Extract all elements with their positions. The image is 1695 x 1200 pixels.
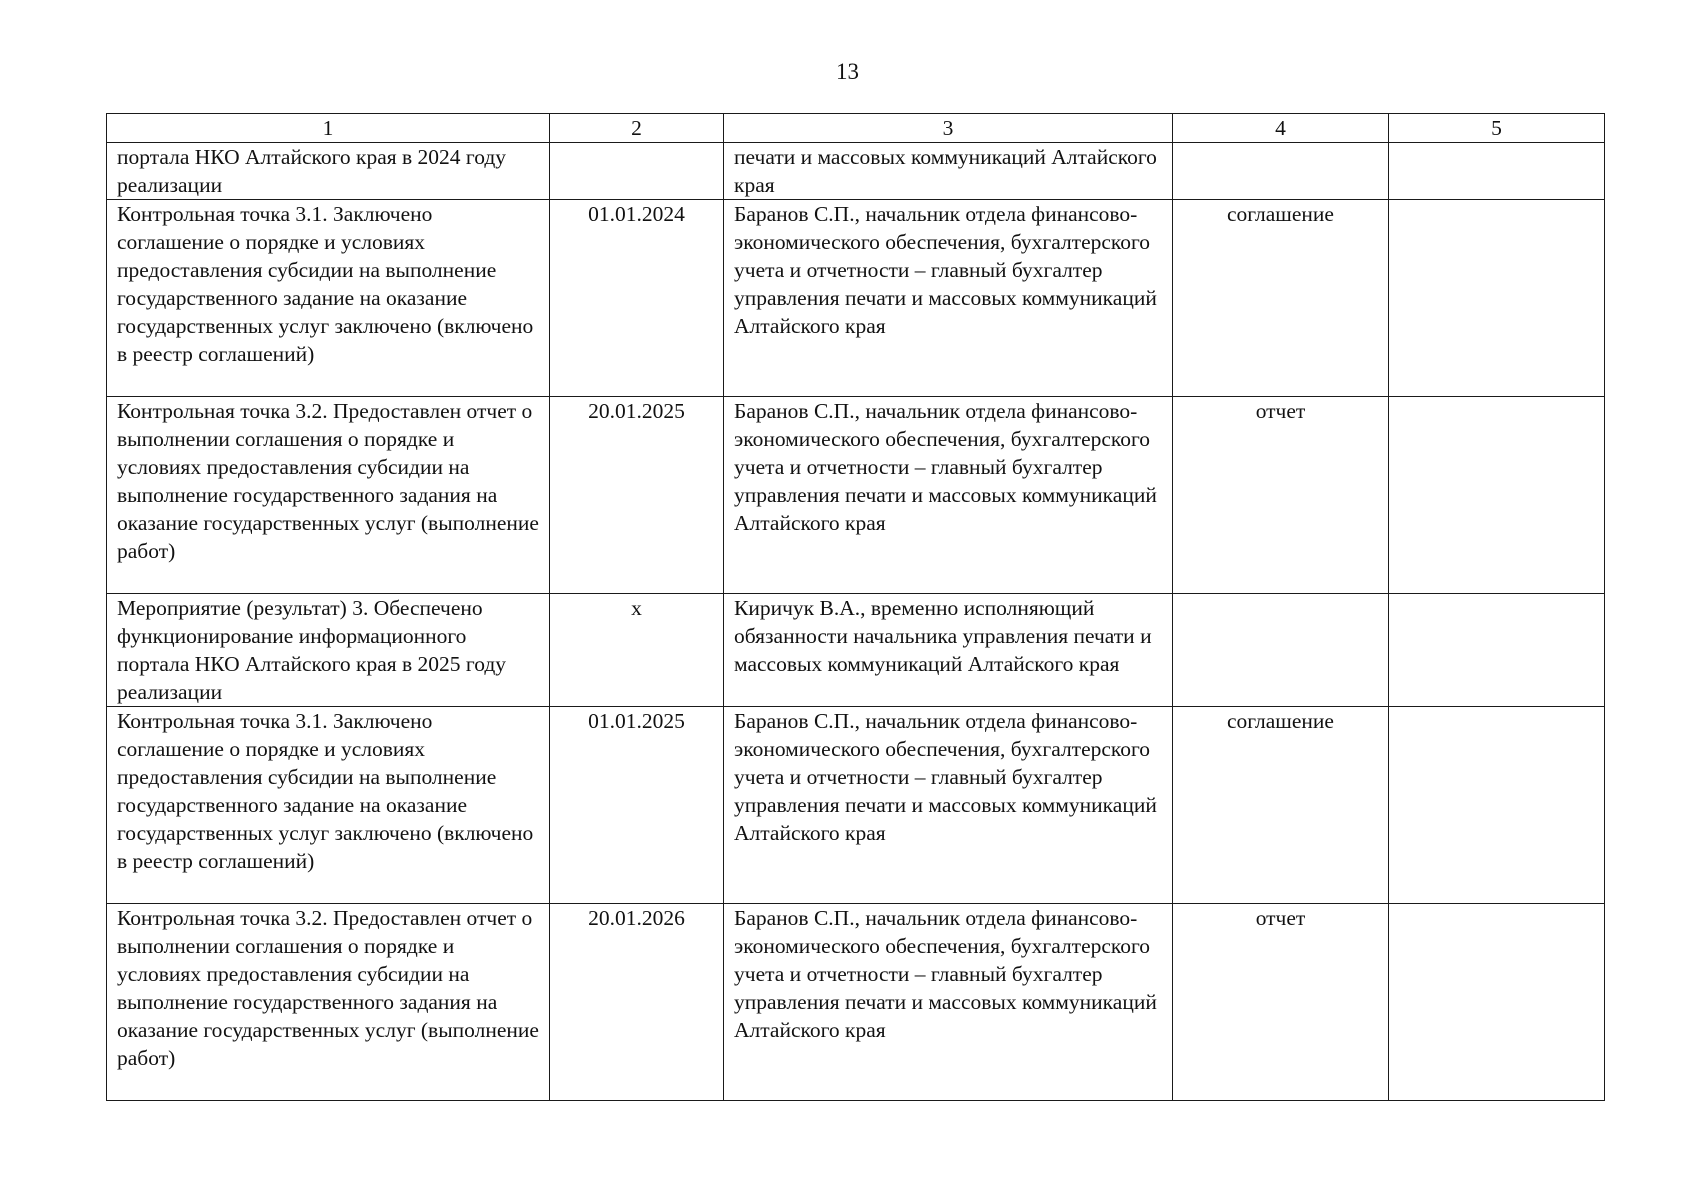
cell-document-type <box>1173 594 1389 707</box>
cell-event-name: Мероприятие (результат) 3. Обеспечено функционирование информационного портала НКО Алтайского края в 2025 году реализации <box>107 594 550 707</box>
cell-column-5 <box>1389 594 1605 707</box>
cell-event-name: портала НКО Алтайского края в 2024 году реализации <box>107 143 550 200</box>
column-header-1: 1 <box>107 114 550 143</box>
table-row <box>107 904 1605 1101</box>
table-row <box>107 707 1605 904</box>
cell-date: х <box>550 594 724 707</box>
table-row <box>107 594 1605 707</box>
cell-responsible: печати и массовых коммуникаций Алтайского края <box>724 143 1173 200</box>
page-number: 13 <box>836 59 859 84</box>
cell-document-type: соглашение <box>1173 200 1389 397</box>
cell-responsible: Баранов С.П., начальник отдела финансово-экономического обеспечения, бухгалтерского учета и отчетности – главный бухгалтер управления печати и массовых коммуникаций Алтайского края <box>724 904 1173 1101</box>
column-header-5: 5 <box>1389 114 1605 143</box>
cell-document-type: соглашение <box>1173 707 1389 904</box>
cell-column-5 <box>1389 200 1605 397</box>
table-row <box>107 200 1605 397</box>
cell-responsible: Баранов С.П., начальник отдела финансово-экономического обеспечения, бухгалтерского учета и отчетности – главный бухгалтер управления печати и массовых коммуникаций Алтайского края <box>724 397 1173 594</box>
column-header-3: 3 <box>724 114 1173 143</box>
cell-date: 01.01.2024 <box>550 200 724 397</box>
column-header-2: 2 <box>550 114 724 143</box>
cell-event-name: Контрольная точка 3.2. Предоставлен отчет о выполнении соглашения о порядке и условиях предоставления субсидии на выполнение государственного задания на оказание государственных услуг (выполнение работ) <box>107 904 550 1101</box>
cell-column-5 <box>1389 143 1605 200</box>
cell-date <box>550 143 724 200</box>
cell-event-name: Контрольная точка 3.2. Предоставлен отчет о выполнении соглашения о порядке и условиях предоставления субсидии на выполнение государственного задания на оказание государственных услуг (выполнение работ) <box>107 397 550 594</box>
table-header-row <box>107 114 1605 143</box>
cell-event-name: Контрольная точка 3.1. Заключено соглашение о порядке и условиях предоставления субсидии на выполнение государственного задание на оказание государственных услуг заключено (включено в реестр соглашений) <box>107 707 550 904</box>
table-row <box>107 143 1605 200</box>
document-table <box>106 113 1605 1101</box>
column-header-4: 4 <box>1173 114 1389 143</box>
cell-date: 01.01.2025 <box>550 707 724 904</box>
cell-date: 20.01.2025 <box>550 397 724 594</box>
table-row <box>107 397 1605 594</box>
cell-responsible: Баранов С.П., начальник отдела финансово-экономического обеспечения, бухгалтерского учета и отчетности – главный бухгалтер управления печати и массовых коммуникаций Алтайского края <box>724 200 1173 397</box>
cell-document-type: отчет <box>1173 397 1389 594</box>
cell-responsible: Баранов С.П., начальник отдела финансово-экономического обеспечения, бухгалтерского учета и отчетности – главный бухгалтер управления печати и массовых коммуникаций Алтайского края <box>724 707 1173 904</box>
cell-document-type: отчет <box>1173 904 1389 1101</box>
cell-responsible: Киричук В.А., временно исполняющий обязанности начальника управления печати и массовых коммуникаций Алтайского края <box>724 594 1173 707</box>
cell-date: 20.01.2026 <box>550 904 724 1101</box>
cell-column-5 <box>1389 397 1605 594</box>
cell-column-5 <box>1389 904 1605 1101</box>
cell-column-5 <box>1389 707 1605 904</box>
cell-event-name: Контрольная точка 3.1. Заключено соглашение о порядке и условиях предоставления субсидии на выполнение государственного задание на оказание государственных услуг заключено (включено в реестр соглашений) <box>107 200 550 397</box>
cell-document-type <box>1173 143 1389 200</box>
